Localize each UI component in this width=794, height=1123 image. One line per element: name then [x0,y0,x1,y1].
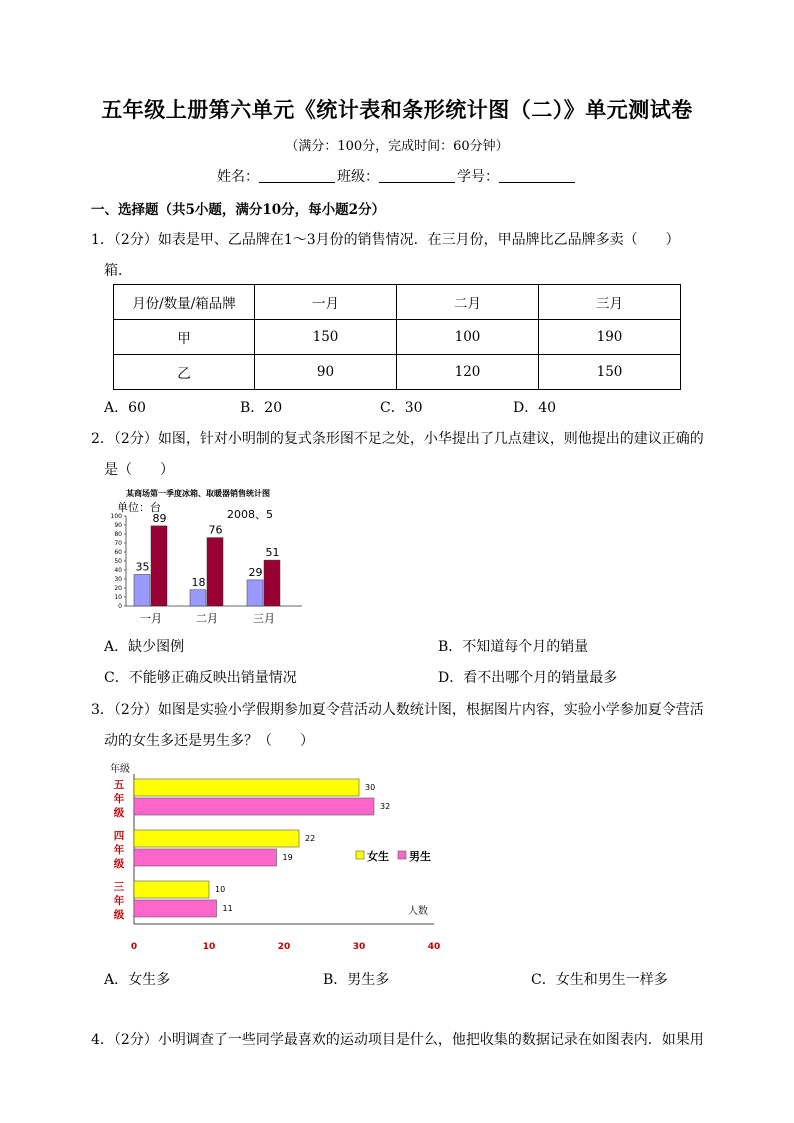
id-label: 学号： [457,169,499,185]
chart-date-label: 2008、5 [227,508,273,521]
x-category-label: 一月 [140,612,162,625]
q1-option-c[interactable]: C．30 [380,400,423,416]
y-category-label: 三 [113,881,125,893]
bar-series-a-1 [190,590,206,606]
bar-value-label: 35 [135,560,150,574]
table-cell: 乙 [114,355,255,390]
bar-value-label: 32 [380,802,391,811]
q2-option-d[interactable]: D．看不出哪个月的销量最多 [438,670,618,686]
name-label: 姓名： [217,169,259,185]
bar-value-label: 29 [248,565,263,579]
q3-horizontal-bar-chart [104,758,454,958]
table-row [114,320,681,355]
bar-女生-0 [134,779,359,796]
table-cell: 190 [539,320,681,355]
y-category-label: 年 [113,793,125,805]
x-tick-label: 40 [427,942,441,952]
bar-女生-2 [134,881,209,898]
bar-value-label: 18 [191,575,206,589]
bar-series-a-2 [247,580,263,606]
bar-series-a-0 [134,575,150,607]
q3-option-b[interactable]: B．男生多 [323,972,390,988]
x-tick-label: 10 [202,942,216,952]
bar-男生-2 [134,900,217,917]
y-tick-label: 90 [114,522,122,529]
table-row [114,355,681,390]
q2-option-c[interactable]: C．不能够正确反映出销量情况 [104,670,297,686]
y-tick-label: 20 [114,585,122,592]
table-cell: 150 [539,355,681,390]
bar-男生-0 [134,798,374,815]
student-info-line [0,166,794,186]
y-category-label: 年 [113,844,125,856]
q2-option-b[interactable]: B．不知道每个月的销量 [438,639,589,655]
chart-y-title: 年级 [110,764,130,775]
q1-stem-cont: 箱． [104,263,132,279]
y-category-label: 四 [113,830,125,842]
y-tick-label: 30 [114,576,122,583]
table-header-cell: 二月 [397,285,539,320]
y-tick-label: 60 [114,549,122,556]
q2-stem: 2．（2分）如图，针对小明制的复式条形图不足之处，小华提出了几点建议，则他提出的建议正确的 [91,431,704,447]
y-category-label: 级 [113,909,125,921]
table-cell: 甲 [114,320,255,355]
bar-男生-1 [134,849,277,866]
x-tick-label: 30 [352,942,366,952]
table-header-cell: 月份/数量/箱品牌 [114,285,255,320]
x-tick-label: 0 [130,942,138,952]
bar-value-label: 22 [305,834,316,843]
table-cell: 90 [255,355,397,390]
legend-label: 女生 [367,850,389,863]
x-tick-label: 20 [277,942,291,952]
class-label: 班级： [337,169,379,185]
chart-unit-label: 单位：台 [117,501,161,514]
bar-series-b-2 [264,560,280,606]
bar-value-label: 76 [208,523,223,537]
table-header-cell: 三月 [539,285,681,320]
y-tick-label: 80 [114,531,122,538]
legend-swatch [398,851,406,859]
bar-女生-1 [134,830,299,847]
y-tick-label: 40 [114,567,122,574]
table-header-cell: 一月 [255,285,397,320]
q3-stem: 3．（2分）如图是实验小学假期参加夏令营活动人数统计图，根据图片内容，实验小学参加夏令营活 [91,702,704,718]
q1-option-a[interactable]: A．60 [104,400,146,416]
q1-stem: 1．（2分）如表是甲、乙品牌在1～3月份的销售情况．在三月份，甲品牌比乙品牌多卖（ ） [91,232,680,248]
q2-bar-chart [100,484,310,630]
y-category-label: 级 [113,858,125,870]
y-category-label: 级 [113,807,125,819]
bar-value-label: 51 [265,546,280,560]
q3-stem-cont: 动的女生多还是男生多？（ ） [104,733,314,749]
q1-sales-table [113,284,681,390]
id-blank[interactable] [499,168,575,183]
chart-title: 某商场第一季度冰箱、取暖器销售统计图 [126,489,270,498]
y-tick-label: 10 [114,594,122,601]
bar-value-label: 89 [152,511,167,525]
class-blank[interactable] [379,168,455,183]
q3-option-a[interactable]: A．女生多 [104,972,171,988]
table-cell: 120 [397,355,539,390]
name-blank[interactable] [259,168,335,183]
q1-option-d[interactable]: D．40 [513,400,557,416]
q1-option-b[interactable]: B．20 [240,400,283,416]
table-cell: 150 [255,320,397,355]
bar-value-label: 30 [365,783,376,792]
section-heading: 一、选择题（共5小题，满分10分，每小题2分） [91,202,386,218]
bar-series-b-1 [207,538,223,606]
q2-stem-cont: 是（ ） [104,462,174,478]
bar-series-b-0 [151,526,167,606]
y-category-label: 五 [113,779,125,791]
q2-option-a[interactable]: A．缺少图例 [104,639,185,655]
q4-stem: 4．（2分）小明调查了一些同学最喜欢的运动项目是什么，他把收集的数据记录在如图表内．如果用 [91,1032,704,1048]
chart-x-title: 人数 [408,906,428,917]
x-category-label: 二月 [196,612,218,625]
x-category-label: 三月 [253,612,275,625]
legend-swatch [356,851,364,859]
y-category-label: 年 [113,895,125,907]
bar-value-label: 19 [282,853,293,862]
table-header-row [114,285,681,320]
q3-option-c[interactable]: C．女生和男生一样多 [531,972,668,988]
y-tick-label: 70 [114,540,122,547]
bar-value-label: 10 [215,885,226,894]
exam-subtitle: （满分：100分，完成时间：60分钟） [285,139,509,154]
y-tick-label: 50 [114,558,122,565]
bar-value-label: 11 [222,904,233,913]
legend-label: 男生 [409,850,431,863]
table-cell: 100 [397,320,539,355]
y-tick-label: 0 [118,603,122,610]
page-title: 五年级上册第六单元《统计表和条形统计图（二）》单元测试卷 [101,97,693,122]
y-tick-label: 100 [110,513,122,520]
